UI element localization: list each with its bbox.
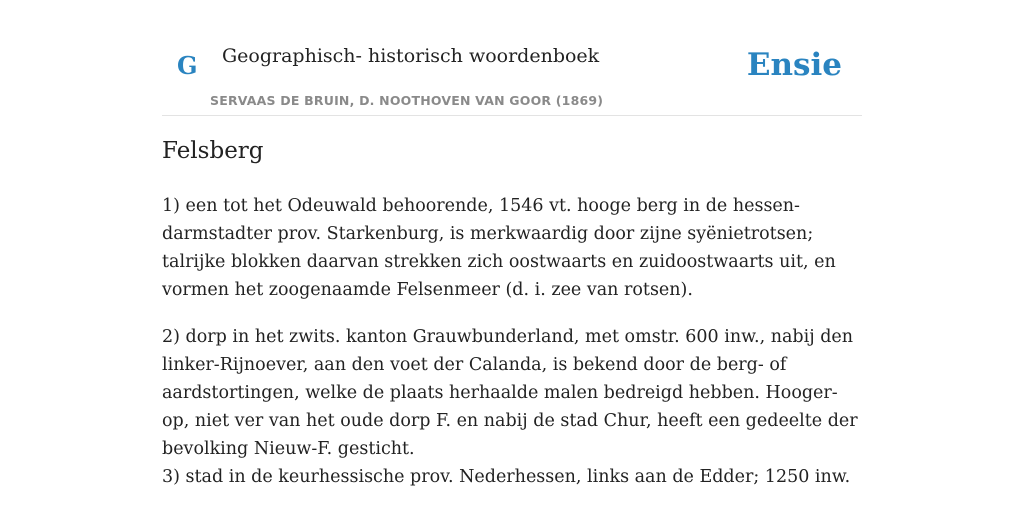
entry-title: Felsberg — [162, 138, 264, 164]
ensie-logo[interactable]: Ensie — [746, 47, 842, 83]
entry-paragraph-2: 2) dorp in het zwits. kanton Grauwbunderland, met omstr. 600 inw., nabij den linker-Rijnoever, aan den voet der Calanda, is bekend door de berg- of aardstortingen, welke de plaats herhaalde malen bedreigd hebben. Hooger-op, niet ver van het oude dorp F. en nabij de stad Chur, heeft een gedeelte der bevolking Nieuw-F. gesticht. — [162, 327, 858, 459]
entry-body — [162, 192, 862, 491]
book-header — [162, 0, 862, 116]
book-title[interactable]: Geographisch- historisch woordenboek — [222, 45, 600, 67]
book-logo-icon[interactable]: G — [177, 51, 198, 80]
entry-paragraph-1: 1) een tot het Odeuwald behoorende, 1546 vt. hooge berg in de hessen-darmstadter prov. Starkenburg, is merkwaardig door zijne syënietrotsen; talrijke blokken daarvan strekken zich oostwaarts en zuidoostwaarts uit, en vormen het zoogenaamde Felsenmeer (d. i. zee van rotsen). — [162, 196, 836, 300]
book-author: SERVAAS DE BRUIN, D. NOOTHOVEN VAN GOOR (1869) — [210, 93, 604, 108]
entry-paragraph-3: 3) stad in de keurhessische prov. Nederhessen, links aan de Edder; 1250 inw. — [162, 467, 851, 487]
page — [162, 0, 862, 487]
